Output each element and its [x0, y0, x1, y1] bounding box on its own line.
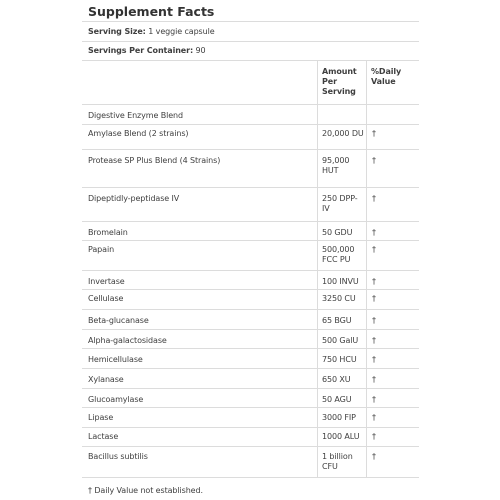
divider	[82, 427, 419, 428]
ingredient-name: Lactase	[88, 432, 119, 441]
column-divider	[317, 60, 318, 477]
ingredient-name: Bacillus subtilis	[88, 452, 148, 461]
ingredient-amount: 500,000 FCC PU	[322, 245, 355, 264]
ingredient-amount: 20,000 DU	[322, 129, 364, 138]
divider	[82, 41, 419, 42]
divider	[82, 309, 419, 310]
ingredient-amount: 1 billion CFU	[322, 452, 353, 471]
ingredient-name: Dipeptidly-peptidase IV	[88, 194, 180, 203]
divider	[82, 124, 419, 125]
daily-value-dagger: †	[372, 375, 376, 384]
serving-size-value: 1 veggie capsule	[148, 27, 215, 36]
amount-per-serving-header: Amount Per Serving	[322, 67, 357, 96]
ingredient-name: Protease SP Plus Blend (4 Strains)	[88, 156, 221, 165]
divider	[82, 329, 419, 330]
divider	[82, 221, 419, 222]
ingredient-name: Beta-glucanase	[88, 316, 149, 325]
daily-value-dagger: †	[372, 413, 376, 422]
ingredient-amount: 750 HCU	[322, 355, 357, 364]
daily-value-dagger: †	[372, 129, 376, 138]
ingredient-amount: 50 AGU	[322, 395, 352, 404]
ingredient-amount: 650 XU	[322, 375, 351, 384]
divider	[82, 21, 419, 22]
divider	[82, 407, 419, 408]
footnote: † Daily Value not established.	[88, 486, 203, 495]
daily-value-header: %Daily Value	[371, 67, 402, 86]
ingredient-name: Lipase	[88, 413, 114, 422]
ingredient-amount: 3250 CU	[322, 294, 356, 303]
ingredient-amount: 100 INVU	[322, 277, 359, 286]
divider	[82, 368, 419, 369]
panel-title: Supplement Facts	[88, 4, 215, 19]
ingredient-name: Glucoamylase	[88, 395, 144, 404]
ingredient-name: Xylanase	[88, 375, 124, 384]
ingredient-name: Invertase	[88, 277, 125, 286]
daily-value-dagger: †	[372, 336, 376, 345]
ingredient-amount: 65 BGU	[322, 316, 352, 325]
divider	[82, 446, 419, 447]
ingredient-name: Alpha-galactosidase	[88, 336, 167, 345]
serving-size-row	[88, 27, 308, 37]
servings-per-container-label: Servings Per Container:	[88, 46, 194, 55]
servings-per-container-row	[88, 46, 308, 56]
blend-heading: Digestive Enzyme Blend	[88, 111, 184, 120]
ingredient-amount: 250 DPP-IV	[322, 194, 358, 213]
daily-value-dagger: †	[372, 355, 376, 364]
ingredient-name: Bromelain	[88, 228, 128, 237]
daily-value-dagger: †	[372, 432, 376, 441]
divider	[82, 289, 419, 290]
ingredient-amount: 95,000 HUT	[322, 156, 350, 175]
divider	[82, 477, 419, 478]
daily-value-dagger: †	[372, 228, 376, 237]
divider	[82, 240, 419, 241]
daily-value-dagger: †	[372, 277, 376, 286]
divider	[82, 348, 419, 349]
serving-size-label: Serving Size:	[88, 27, 146, 36]
column-divider	[366, 60, 367, 477]
daily-value-dagger: †	[372, 316, 376, 325]
daily-value-dagger: †	[372, 245, 376, 254]
ingredient-name: Cellulase	[88, 294, 124, 303]
ingredient-amount: 3000 FIP	[322, 413, 356, 422]
divider	[82, 388, 419, 389]
ingredient-name: Amylase Blend (2 strains)	[88, 129, 189, 138]
ingredient-amount: 50 GDU	[322, 228, 353, 237]
daily-value-dagger: †	[372, 294, 376, 303]
daily-value-dagger: †	[372, 194, 376, 203]
daily-value-dagger: †	[372, 156, 376, 165]
servings-per-container-value: 90	[195, 46, 206, 55]
ingredient-name: Papain	[88, 245, 115, 254]
daily-value-dagger: †	[372, 452, 376, 461]
ingredient-amount: 500 GalU	[322, 336, 359, 345]
divider	[82, 104, 419, 105]
divider	[82, 270, 419, 271]
ingredient-amount: 1000 ALU	[322, 432, 360, 441]
divider	[82, 60, 419, 61]
ingredient-name: Hemicellulase	[88, 355, 143, 364]
divider	[82, 187, 419, 188]
daily-value-dagger: †	[372, 395, 376, 404]
divider	[82, 149, 419, 150]
